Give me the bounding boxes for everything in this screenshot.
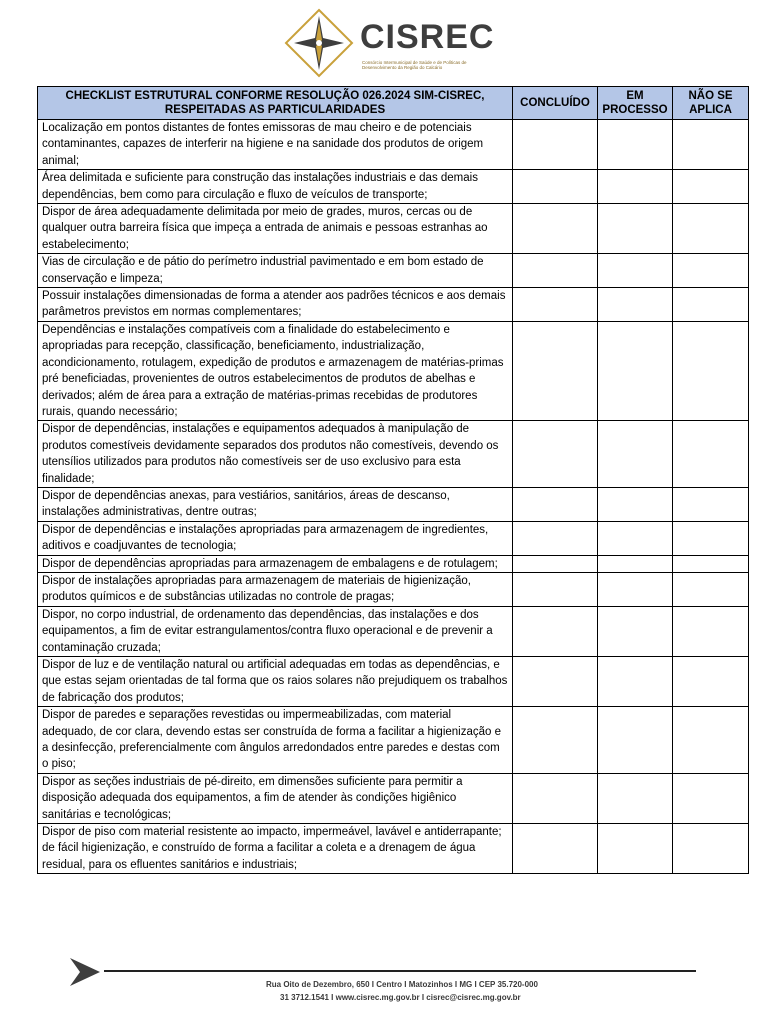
checklist-item-text: Área delimitada e suficiente para construção das instalações industriais e das demais dependências, bem como para circulação e fluxo de veículos de transporte; [38, 170, 513, 204]
table-row [38, 773, 749, 823]
table-row [38, 204, 749, 254]
checkbox-cell-concluido[interactable] [513, 707, 598, 774]
checklist-item-text: Dependências e instalações compatíveis com a finalidade do estabelecimento e apropriadas para recepção, classificação, beneficiamento, industrialização, acondicionamento, rotulagem, expedição de produtos e armazenagem de matérias-primas pré beneficiadas, provenientes de outros estabelecimentos de produtos de abelhas e derivados; além de área para a extração de matérias-primas recebidas de produtores rurais, quando necessário; [38, 321, 513, 420]
checkbox-cell-nao-aplica[interactable] [673, 606, 749, 656]
table-header-row [38, 87, 749, 120]
checklist-item-text: Vias de circulação e de pátio do perímetro industrial pavimentado e em bom estado de conservação e limpeza; [38, 254, 513, 288]
checkbox-cell-em-processo[interactable] [598, 773, 673, 823]
checkbox-cell-nao-aplica[interactable] [673, 555, 749, 572]
brand-subtitle: Consórcio Intermunicipal de Saúde e de Políticas de Desenvolvimento da Região do Calcário [362, 60, 467, 70]
checkbox-cell-nao-aplica[interactable] [673, 288, 749, 322]
table-row [38, 555, 749, 572]
checkbox-cell-concluido[interactable] [513, 555, 598, 572]
checkbox-cell-concluido[interactable] [513, 170, 598, 204]
checklist-item-text: Dispor de piso com material resistente ao impacto, impermeável, lavável e antiderrapante; de fácil higienização, e construído de forma a facilitar a coleta e a drenagem de água residual, para os efluentes sanitários e industriais; [38, 824, 513, 874]
table-row [38, 288, 749, 322]
table-row [38, 254, 749, 288]
checkbox-cell-nao-aplica[interactable] [673, 572, 749, 606]
checkbox-cell-nao-aplica[interactable] [673, 824, 749, 874]
checkbox-cell-nao-aplica[interactable] [673, 120, 749, 170]
checkbox-cell-concluido[interactable] [513, 254, 598, 288]
checkbox-cell-em-processo[interactable] [598, 288, 673, 322]
checkbox-cell-nao-aplica[interactable] [673, 421, 749, 488]
checkbox-cell-em-processo[interactable] [598, 555, 673, 572]
checklist-item-text: Localização em pontos distantes de fontes emissoras de mau cheiro e de potenciais contaminantes, capazes de interferir na higiene e na sanidade dos produtos de origem animal; [38, 120, 513, 170]
column-header-item: CHECKLIST ESTRUTURAL CONFORME RESOLUÇÃO 026.2024 SIM-CISREC, RESPEITADAS AS PARTICULARIDADES [38, 87, 513, 120]
checkbox-cell-em-processo[interactable] [598, 170, 673, 204]
table-row [38, 606, 749, 656]
checkbox-cell-concluido[interactable] [513, 421, 598, 488]
checkbox-cell-em-processo[interactable] [598, 657, 673, 707]
checkbox-cell-concluido[interactable] [513, 487, 598, 521]
checkbox-cell-em-processo[interactable] [598, 120, 673, 170]
checklist-item-text: Dispor de dependências apropriadas para armazenagem de embalagens e de rotulagem; [38, 555, 513, 572]
footer-address: Rua Oito de Dezembro, 650 I Centro I Matozinhos I MG I CEP 35.720-000 [266, 980, 538, 989]
checkbox-cell-nao-aplica[interactable] [673, 657, 749, 707]
table-row [38, 824, 749, 874]
checkbox-cell-concluido[interactable] [513, 572, 598, 606]
checkbox-cell-concluido[interactable] [513, 120, 598, 170]
table-row [38, 657, 749, 707]
checklist-item-text: Dispor de dependências e instalações apropriadas para armazenagem de ingredientes, aditivos e coadjuvantes de tecnologia; [38, 521, 513, 555]
checklist-item-text: Dispor de paredes e separações revestidas ou impermeabilizadas, com material adequado, de cor clara, devendo estas ser construída de forma a facilitar a higienização e a desinfecção, preferencialmente com ângulos arredondados entre paredes e destas com o piso; [38, 707, 513, 774]
checkbox-cell-nao-aplica[interactable] [673, 204, 749, 254]
checkbox-cell-em-processo[interactable] [598, 204, 673, 254]
checkbox-cell-nao-aplica[interactable] [673, 773, 749, 823]
column-header-em-processo: EM PROCESSO [598, 87, 673, 120]
checkbox-cell-nao-aplica[interactable] [673, 321, 749, 420]
checklist-item-text: Dispor de instalações apropriadas para armazenagem de materiais de higienização, produtos químicos e de substâncias utilizadas no controle de pragas; [38, 572, 513, 606]
column-header-concluido: CONCLUÍDO [513, 87, 598, 120]
checkbox-cell-concluido[interactable] [513, 288, 598, 322]
table-row [38, 572, 749, 606]
table-row [38, 521, 749, 555]
footer-divider [104, 970, 696, 972]
brand-name: CISREC [360, 18, 495, 56]
table-row [38, 487, 749, 521]
checklist-item-text: Possuir instalações dimensionadas de forma a atender aos padrões técnicos e aos demais parâmetros previstos em normas complementares; [38, 288, 513, 322]
table-row [38, 170, 749, 204]
checklist-item-text: Dispor de dependências anexas, para vestiários, sanitários, áreas de descanso, instalações administrativas, dentre outras; [38, 487, 513, 521]
checkbox-cell-nao-aplica[interactable] [673, 487, 749, 521]
column-header-nao-aplica: NÃO SE APLICA [673, 87, 749, 120]
checkbox-cell-nao-aplica[interactable] [673, 170, 749, 204]
table-row [38, 421, 749, 488]
checklist-table [37, 86, 749, 874]
cisrec-logo [284, 8, 494, 78]
checkbox-cell-concluido[interactable] [513, 657, 598, 707]
checkbox-cell-concluido[interactable] [513, 824, 598, 874]
checklist-item-text: Dispor, no corpo industrial, de ordenamento das dependências, das instalações e dos equipamentos, a fim de evitar estrangulamentos/contra fluxo operacional e de prevenir a contaminação cruzada; [38, 606, 513, 656]
table-row [38, 707, 749, 774]
checklist-item-text: Dispor de dependências, instalações e equipamentos adequados à manipulação de produtos comestíveis devidamente separados dos produtos não comestíveis, devendo os utensílios utilizados para produtos não comestíveis ser de uso exclusivo para esta finalidade; [38, 421, 513, 488]
checkbox-cell-em-processo[interactable] [598, 421, 673, 488]
checkbox-cell-concluido[interactable] [513, 773, 598, 823]
checkbox-cell-concluido[interactable] [513, 204, 598, 254]
checkbox-cell-em-processo[interactable] [598, 487, 673, 521]
table-row [38, 120, 749, 170]
checkbox-cell-concluido[interactable] [513, 521, 598, 555]
checkbox-cell-em-processo[interactable] [598, 707, 673, 774]
checkbox-cell-em-processo[interactable] [598, 824, 673, 874]
cisrec-emblem-icon [284, 8, 354, 78]
checklist-item-text: Dispor de área adequadamente delimitada por meio de grades, muros, cercas ou de qualquer outra barreira física que impeça a entrada de animais e pessoas estranhas ao estabelecimento; [38, 204, 513, 254]
checkbox-cell-concluido[interactable] [513, 606, 598, 656]
footer-contact: 31 3712.1541 I www.cisrec.mg.gov.br I cisrec@cisrec.mg.gov.br [280, 993, 521, 1002]
checkbox-cell-nao-aplica[interactable] [673, 707, 749, 774]
footer-arrow-icon [68, 956, 102, 988]
table-row [38, 321, 749, 420]
checkbox-cell-em-processo[interactable] [598, 606, 673, 656]
checkbox-cell-em-processo[interactable] [598, 521, 673, 555]
checkbox-cell-nao-aplica[interactable] [673, 521, 749, 555]
checkbox-cell-em-processo[interactable] [598, 321, 673, 420]
checkbox-cell-concluido[interactable] [513, 321, 598, 420]
checkbox-cell-nao-aplica[interactable] [673, 254, 749, 288]
checklist-item-text: Dispor as seções industriais de pé-direito, em dimensões suficiente para permitir a disposição adequada dos equipamentos, a fim de atender às condições higiênico sanitárias e tecnológicas; [38, 773, 513, 823]
checklist-item-text: Dispor de luz e de ventilação natural ou artificial adequadas em todas as dependências, e que estas sejam orientadas de tal forma que os raios solares não prejudiquem os trabalhos de fabricação dos produtos; [38, 657, 513, 707]
checkbox-cell-em-processo[interactable] [598, 572, 673, 606]
checkbox-cell-em-processo[interactable] [598, 254, 673, 288]
